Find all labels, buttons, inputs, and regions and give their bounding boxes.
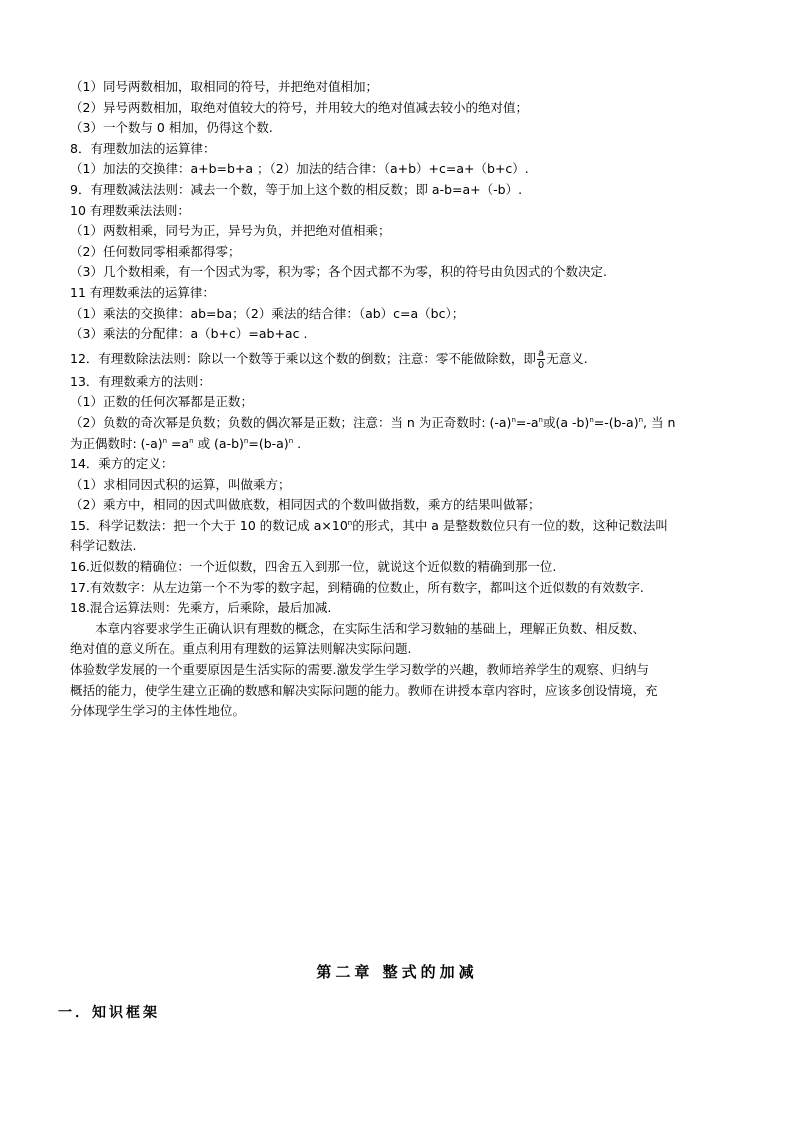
text-line: （1）同号两数相加，取相同的符号，并把绝对值相加； [70,79,378,94]
text-line: （3）几个数相乘，有一个因式为零，积为零；各个因式都不为零，积的符号由负因式的个数决定. [70,264,607,280]
text-line: 分体现学生学习的主体性地位。 [70,703,246,719]
exponent: n [162,436,168,445]
exponent: n [589,415,594,424]
document-body [70,77,730,722]
text-line: 绝对值的意义所在。重点利用有理数的运算法则解决实际问题. [70,641,412,657]
exponent: n [288,436,294,445]
text-line: （1）加法的交换律：a+b=b+a ；（2）加法的结合律：（a+b）+c=a+（b+c）. [70,161,529,177]
exponent: n [347,518,353,527]
text-segment: =a [167,435,190,451]
text-segment: 15．科学记数法：把一个大于 10 的数记成 a×10 [70,517,348,533]
text-segment: （2）负数的奇次幂是负数；负数的偶次幂是正数；注意：当 n 为正奇数时: (-a) [70,414,512,430]
text-line: （1）乘法的交换律：ab=ba；（2）乘法的结合律：（ab）c=a（bc）； [70,305,465,321]
text-line: （2）乘方中，相同的因式叫做底数，相同因式的个数叫做指数，乘方的结果叫做幂； [70,497,541,513]
text-line: 16.近似数的精确位：一个近似数，四舍五入到那一位，就说这个近似数的精确到那一位. [70,559,557,575]
text-line-power-odd [70,413,730,434]
text-line: 8．有理数加法的运算律： [70,140,216,156]
text-line: （2）异号两数相加，取绝对值较大的符号，并用较大的绝对值减去较小的绝对值； [70,99,528,115]
exponent: n [243,436,249,445]
text-segment: , 当 n [643,414,676,430]
text-segment: 的形式，其中 a 是整数数位只有一位的数，这种记数法叫 [352,517,668,533]
text-segment: =-(b-a) [593,414,639,430]
text-line: 9．有理数减法法则：减去一个数，等于加上这个数的相反数；即 a-b=a+（-b）. [70,181,523,197]
text-segment: 或 (a-b) [193,435,244,451]
text-line-fraction [70,345,730,372]
text-line: 概括的能力，使学生建立正确的数感和解决实际问题的能力。教师在讲授本章内容时，应该多创设情境，充 [70,682,658,698]
text-segment: =-a [515,414,539,430]
fraction [537,348,545,371]
text-line: （3）一个数与 0 相加，仍得这个数. [70,120,273,136]
text-segment: 无意义. [546,350,588,366]
text-line-power-even [70,434,730,455]
section-heading: 一．知识框架 [58,1005,160,1021]
text-line: 14．乘方的定义： [70,456,174,472]
text-segment: 为正偶数时: (-a) [70,435,163,451]
text-segment: =(b-a) [248,435,289,451]
text-segment: 或(a -b) [542,414,590,430]
exponent: n [638,415,644,424]
text-line: （1）正数的任何次幂都是正数； [70,394,253,410]
text-line: 11 有理数乘法的运算律： [70,284,215,300]
text-line: 13．有理数乘方的法则： [70,373,211,389]
text-line: 体验数学发展的一个重要原因是生活实际的需要.激发学生学习数学的兴趣，教师培养学生的观察、归纳与 [70,662,649,678]
text-line: （1）求相同因式积的运算，叫做乘方； [70,476,291,492]
text-line: 17.有效数字：从左边第一个不为零的数字起，到精确的位数止，所有数字，都叫这个近似数的有效数字. [70,579,644,595]
fraction-numerator: a [538,347,545,359]
text-line: 本章内容要求学生正确认识有理数的概念，在实际生活和学习数轴的基础上，理解正负数、相反数、 [95,620,646,636]
chapter-title: 第二章 整式的加减 [316,963,478,981]
text-line: 科学记数法. [70,538,137,554]
exponent: n [511,415,516,424]
exponent: n [189,436,194,445]
text-segment: . [293,435,302,451]
text-line-scientific [70,516,730,537]
text-segment: 12．有理数除法法则：除以一个数等于乘以这个数的倒数；注意：零不能做除数，即 [70,350,536,366]
exponent: n [538,415,543,424]
text-line: 10 有理数乘法法则： [70,202,190,218]
text-line: 18.混合运算法则：先乘方，后乘除，最后加减. [70,600,332,616]
text-line: （2）任何数同零相乘都得零； [70,243,241,259]
fraction-denominator: 0 [537,359,545,371]
text-line: （3）乘法的分配律：a（b+c）=ab+ac . [70,326,308,342]
text-line: （1）两数相乘，同号为正，异号为负，并把绝对值相乘； [70,223,391,239]
